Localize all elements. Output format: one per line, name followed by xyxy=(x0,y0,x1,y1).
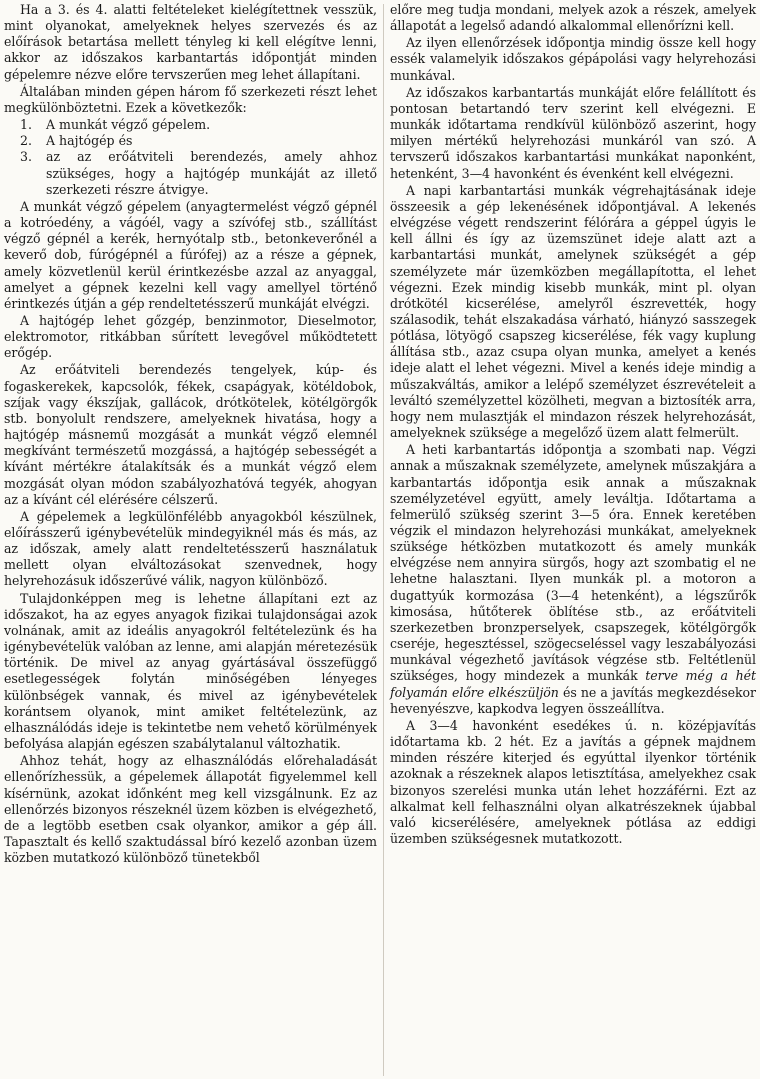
paragraph-machine-elements: A gépelemek a legkülönfélébb anyagokból készülnek, előírásszerű igénybevételük mindegyiknél más és más, az az időszak, amely alatt rendeltetésszerű használatuk mellett olyan elváltozásokat szenvednek, hogy helyrehozásuk időszerűvé válik, nagyon különböző. xyxy=(4,508,377,589)
list-item xyxy=(4,117,377,133)
paragraph-wear-period: Tulajdonképpen meg is lehetne állapítani ezt az időszakot, ha az egyes anyagok fizikai tulajdonságai azok volnának, amit az ideális anyagokról feltételezünk és ha igénybevételük valóban az lenne, ami alapján méretezésük történik. De mivel az anyag gyártásával összefüggő esetlegességek folytán minőségében lényeges különbségek vannak, és mivel az igénybevételek korántsem olyanok, mint amiket feltételezünk, az elhasználódás ideje is tekintetbe nem vehető körülmények befolyása alapján egészen szabálytalanul változhatik. xyxy=(4,590,377,752)
list-item-text: A munkát végző gépelem. xyxy=(46,117,211,133)
paragraph-continued: előre meg tudja mondani, melyek azok a részek, amelyek állapotát a legelső adandó alkalommal ellenőrízni kell. xyxy=(390,2,756,34)
list-item-number: 1. xyxy=(20,117,32,133)
column-divider xyxy=(383,4,384,1076)
paragraph-planned-maintenance: Az időszakos karbantartás munkáját előre felállított és pontosan betartandó terv szerint kell elvégezni. E munkák időtartama rendkívül különböző aszerint, hogy milyen mértékű helyrehozási munkáról van szó. A tervszerű időszakos karbantartási munkákat naponként, hetenként, 3—4 havonként és évenként kell elvégezni. xyxy=(390,84,756,181)
machine-parts-list xyxy=(4,117,377,198)
paragraph-transmission: Az erőátviteli berendezés tengelyek, kúp- és fogaskerekek, kapcsolók, fékek, csapágyak, kötéldobok, szíjak vagy ékszíjak, gallácok, drótkötelek, kötélgörgők stb. bonyolult rendszere, amelyeknek hivatása, hogy a hajtógép másnemű mozgását a munkát végző elemnél megkívánt természetű mozgássá, a hajtógép sebességét a kívánt mértékre átalakítsák és a munkát végző elem mozgását olyan módon szabályozhatóvá tegyék, ahogyan az a kívánt cél elérésére célszerű. xyxy=(4,362,377,507)
list-item-text: az az erőátviteli berendezés, amely ahhoz szükséges, hogy a hajtógép munkáját az illető szerkezeti részre átvigye. xyxy=(46,149,377,197)
right-column xyxy=(390,2,756,848)
weekly-text-tail: és ne a javítás megkezdésekor hevenyészve, kapkodva legyen összeállítva. xyxy=(390,684,756,716)
list-item-number: 2. xyxy=(20,133,32,149)
list-item xyxy=(4,149,377,197)
italic-emphasis: terve még a hét folyamán előre elkészüljön xyxy=(390,668,756,700)
paragraph-inspection: Ahhoz tehát, hogy az elhasználódás előrehaladását ellenőrízhessük, a gépelemek állapotát figyelemmel kell kísérnünk, azokat időnként meg kell vizsgálnunk. Ez az ellenőrzés bizonyos részeknél üzem közben is elvégezhető, de a legtöbb esetben csak olyankor, amikor a gép áll. Tapasztalt és kellő szaktudással bíró kezelő azonban üzem közben mutatkozó különböző tünetekből xyxy=(4,753,377,866)
paragraph-weekly-maintenance xyxy=(390,442,756,717)
list-item-text: A hajtógép és xyxy=(46,133,133,149)
list-item xyxy=(4,133,377,149)
paragraph-intermediate-repair: A 3—4 havonként esedékes ú. n. középjavítás időtartama kb. 2 hét. Ez a javítás a gépnek majdnem minden részére kiterjed és egyúttal ilyenkor történik azoknak a részeknek alapos letisztítása, amelyekhez csak bizonyos szerelési munka után lehet hozzáférni. Ezt az alkalmat kell felhasználni olyan alkatrészeknek újabbal való kicserélésére, amelyeknek pótlása az eddigi üzemben szükségesnek mutatkozott. xyxy=(390,717,756,846)
weekly-text: A heti karbantartás időpontja a szombati nap. Végzi annak a műszaknak személyzete, amelynek műszakjára a karbantartás időpontja esik annak a műszaknak személyzetével együtt, amely leváltja. Időtartama a felmerülő szükség szerint 3—5 óra. Ennek keretében végzik el mindazon helyrehozási munkákat, amelyeknek szüksége hétközben mutatkozott és amely munkák elvégzése nem annyira sürgős, hogy azt szombatig el ne lehetne halasztani. Ilyen munkák pl. a motoron a dugattyúk kormozása (3—4 hetenként), a légszűrők kimosása, hűtőterek öblítése stb., az erőátviteli szerkezetben bronzperselyek, csapszegek, kötélgörgők cseréje, hegesztéssel, szögecseléssel vagy leszabályozási munkával végezhető javítások végzése stb. Feltétlenül szükséges, hogy mindezek a munkák xyxy=(390,442,756,684)
list-item-number: 3. xyxy=(20,149,32,165)
paragraph-daily-maintenance: A napi karbantartási munkák végrehajtásának ideje összeesik a gép lekenésének időpontjával. A lekenés elvégzése végett rendszerint félórára a géppel úgyis le kell állni és így az üzemszünet ideje alatt azt a karbantartási munkát, amelynek szükségét a gép személyzete már üzemközben megállapította, el lehet végezni. Ezek mindig kisebb munkák, mint pl. olyan drótkötél kicserélése, amelyről észrevették, hogy szálasodik, tehát elszakadása várható, hiányzó sasszegek pótlása, lötyögő csapszeg kicserélése, fék vagy kuplung állítása stb., azaz csupa olyan munka, amelyet a kenés ideje alatt el lehet végezni. Mivel a kenés ideje mindig a műszakváltás, amikor a lelépő személyzet észrevételeit a leváltó személyzettel közölheti, megvan a biztosíték arra, hogy nem mulasztják el mindazon részek helyrehozását, amelyeknek szüksége a megelőző üzem alatt felmerült. xyxy=(390,182,756,441)
paragraph-drive-engine: A hajtógép lehet gőzgép, benzinmotor, Dieselmotor, elektromotor, ritkábban sűrített levegővel működtetett erőgép. xyxy=(4,312,377,361)
paragraph-working-element: A munkát végző gépelem (anyagtermelést végző gépnél a kotróedény, a vágóél, vagy a szívófej stb., szállítást végző gépnél a kerék, hernyótalp stb., betonkeverőnél a keverő dob, fúrógépnél a fúrófej) az a része a gépnek, amely közvetlenül kerül érintkezésbe azzal az anyaggal, amelyet a gépnek kezelni kell vagy amellyel történő érintkezés útján a gép rendeltetésszerű munkáját elvégzi. xyxy=(4,198,377,311)
paragraph-machine-parts-intro: Általában minden gépen három fő szerkezeti részt lehet megkülönböztetni. Ezek a következők: xyxy=(4,83,377,115)
paragraph-maintenance-schedule: Ha a 3. és 4. alatti feltételeket kielégítettnek vesszük, mint olyanokat, amelyeknek helyes szervezés és az előírások betartása mellett tényleg ki kell elégítve lenni, akkor az időszakos karbantartás időpontját minden gépelemre nézve előre tervszerűen meg lehet állapítani. xyxy=(4,2,377,82)
left-column xyxy=(4,2,377,867)
paragraph-inspection-timing: Az ilyen ellenőrzések időpontja mindig össze kell hogy essék valamelyik időszakos gépápolási vagy helyrehozási munkával. xyxy=(390,35,756,83)
